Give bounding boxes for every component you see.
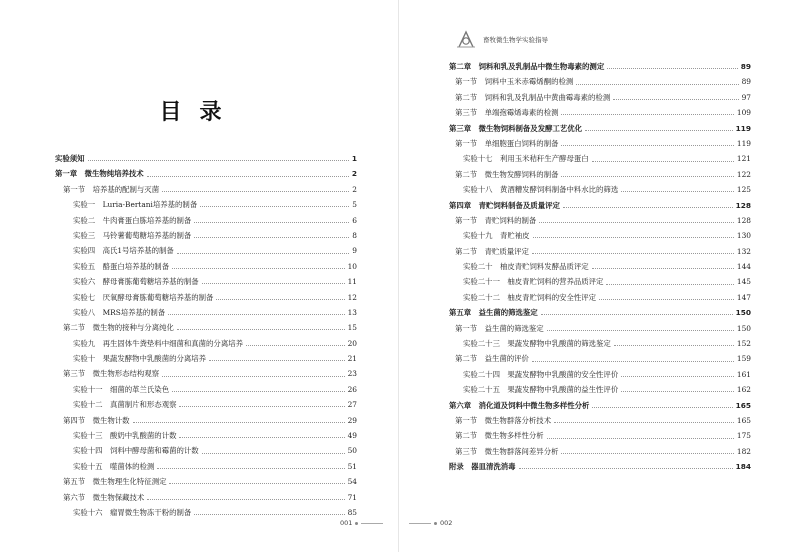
- toc-leader-dots: [613, 99, 738, 100]
- toc-leader-dots: [177, 253, 350, 254]
- toc-leader-dots: [194, 514, 344, 515]
- folio-rule: [361, 523, 383, 524]
- toc-leader-dots: [561, 145, 733, 146]
- toc-entry-label: 第二节 青贮质量评定: [455, 246, 529, 256]
- toc-entry-label: 附录 器皿清洗消毒: [449, 462, 516, 472]
- toc-entry-page: 2: [352, 184, 357, 194]
- toc-entry[interactable]: [55, 213, 357, 228]
- toc-leader-dots: [592, 268, 734, 269]
- toc-entry-label: 实验五 酪蛋白培养基的制备: [73, 261, 170, 271]
- toc-entry[interactable]: [55, 305, 357, 320]
- toc-leader-dots: [532, 253, 734, 254]
- toc-entry[interactable]: [449, 459, 751, 474]
- toc-entry-label: 第三节 单端孢霉烯毒素的检测: [455, 108, 559, 118]
- toc-entry[interactable]: [449, 336, 751, 351]
- toc-leader-dots: [561, 176, 733, 177]
- toc-entry-page: 125: [736, 185, 751, 195]
- toc-entry[interactable]: [55, 182, 357, 197]
- toc-leader-dots: [599, 299, 734, 300]
- toc-entry-page: 49: [347, 431, 357, 441]
- toc-entry[interactable]: [449, 305, 751, 320]
- right-page: [399, 0, 798, 552]
- toc-entry-page: 128: [736, 215, 751, 225]
- folio-right: [409, 519, 452, 527]
- toc-leader-dots: [133, 422, 345, 423]
- toc-entry-page: 54: [347, 477, 357, 487]
- toc-entry-label: 第二节 益生菌的评价: [455, 354, 529, 364]
- toc-entry[interactable]: [449, 367, 751, 382]
- toc-entry[interactable]: [449, 244, 751, 259]
- toc-entry-page: 2: [351, 169, 357, 179]
- toc-entry-label: 第三节 微生物群落间差异分析: [455, 446, 559, 456]
- toc-entry[interactable]: [449, 151, 751, 166]
- toc-entry-page: 50: [347, 446, 357, 456]
- toc-entry[interactable]: [55, 413, 357, 428]
- toc-entry-label: 实验八 MRS培养基的制备: [73, 307, 166, 317]
- toc-leader-dots: [554, 422, 734, 423]
- toc-entry-page: 23: [347, 369, 357, 379]
- toc-entry[interactable]: [449, 398, 751, 413]
- toc-leader-dots: [179, 437, 344, 438]
- toc-entry-label: 实验四 高氏1号培养基的制备: [73, 246, 174, 256]
- toc-entry-label: 第一章 微生物纯培养技术: [55, 169, 144, 179]
- toc-leader-dots: [200, 206, 349, 207]
- toc-entry-page: 85: [347, 507, 357, 517]
- toc-entry-label: 第二节 微生物多样性分析: [455, 431, 544, 441]
- toc-entry[interactable]: [55, 505, 357, 520]
- toc-leader-dots: [169, 483, 344, 484]
- toc-entry[interactable]: [55, 197, 357, 212]
- toc-entry-page: 89: [740, 61, 751, 71]
- toc-entry-page: 1: [351, 153, 357, 163]
- toc-entry-page: 8: [352, 230, 357, 240]
- toc-entry-page: 128: [735, 200, 751, 210]
- toc-entry[interactable]: [55, 290, 357, 305]
- toc-entry[interactable]: [449, 228, 751, 243]
- toc-entry-page: 29: [347, 415, 357, 425]
- toc-entry[interactable]: [449, 321, 751, 336]
- toc-leader-dots: [585, 130, 733, 131]
- toc-entry-page: 27: [347, 400, 357, 410]
- toc-entry-label: 实验七 厌氧酵母膏胨葡萄糖培养基的制备: [73, 292, 214, 302]
- toc-entry[interactable]: [55, 228, 357, 243]
- toc-entry[interactable]: [55, 443, 357, 458]
- toc-leader-dots: [541, 314, 733, 315]
- toc-entry-page: 9: [352, 246, 357, 256]
- toc-entry-page: 152: [736, 339, 751, 349]
- toc-leader-dots: [606, 284, 733, 285]
- folio-number: 002: [440, 519, 453, 527]
- toc-leader-dots: [561, 114, 733, 115]
- folio-dot: [434, 522, 437, 525]
- toc-entry-page: 132: [736, 246, 751, 256]
- toc-entry-page: 89: [741, 77, 751, 87]
- toc-entry[interactable]: [449, 167, 751, 182]
- toc-entry-label: 第二节 微生物发酵饲料的制备: [455, 169, 559, 179]
- book-logo-icon: [455, 28, 477, 50]
- toc-entry-page: 165: [735, 400, 751, 410]
- toc-entry[interactable]: [55, 351, 357, 366]
- toc-entry-label: 实验十九 青贮袖皮: [463, 231, 530, 241]
- toc-entry-label: 第一节 青贮饲料的制备: [455, 215, 537, 225]
- toc-entry-page: 15: [347, 323, 357, 333]
- toc-entry[interactable]: [449, 413, 751, 428]
- toc-entry-label: 实验二十二 柚皮青贮饲料的安全性评定: [463, 292, 597, 302]
- toc-entry-label: 第五章 益生菌的筛选鉴定: [449, 308, 538, 318]
- toc-entry-label: 第一节 益生菌的筛选鉴定: [455, 323, 544, 333]
- toc-entry[interactable]: [55, 397, 357, 412]
- toc-entry[interactable]: [449, 444, 751, 459]
- toc-leader-dots: [177, 329, 345, 330]
- toc-leader-dots: [621, 376, 734, 377]
- toc-entry-page: 150: [735, 308, 751, 318]
- toc-entry-label: 实验三 马铃薯葡萄糖培养基的制备: [73, 230, 192, 240]
- toc-entry[interactable]: [55, 459, 357, 474]
- toc-leader-dots: [532, 361, 734, 362]
- toc-entry-page: 51: [347, 461, 357, 471]
- toc-list-left: [55, 151, 357, 520]
- toc-entry[interactable]: [449, 198, 751, 213]
- toc-entry-page: 147: [736, 292, 751, 302]
- toc-entry-label: 第一节 微生物群落分析技术: [455, 415, 552, 425]
- toc-entry[interactable]: [449, 121, 751, 136]
- toc-entry-label: 实验十六 瘤胃微生物冻干粉的制备: [73, 507, 192, 517]
- toc-leader-dots: [147, 499, 344, 500]
- toc-entry-label: 第二节 饲料和乳及乳制品中黄曲霉毒素的检测: [455, 92, 611, 102]
- toc-entry-label: 实验十一 细菌的革兰氏染色: [73, 384, 170, 394]
- toc-entry-label: 实验十四 饲料中酵母菌和霉菌的计数: [73, 446, 199, 456]
- toc-entry-label: 实验十二 真菌制片和形态观察: [73, 400, 177, 410]
- toc-entry[interactable]: [55, 336, 357, 351]
- toc-leader-dots: [172, 391, 345, 392]
- toc-leader-dots: [88, 160, 349, 161]
- toc-entry-label: 实验十五 噬菌体的检测: [73, 461, 155, 471]
- toc-leader-dots: [162, 376, 345, 377]
- toc-entry-label: 第四节 微生物计数: [63, 415, 130, 425]
- toc-entry-label: 实验九 再生固体牛粪垫料中细菌和真菌的分离培养: [73, 338, 243, 348]
- folio-left: [340, 519, 383, 527]
- toc-entry-page: 184: [735, 462, 751, 472]
- toc-entry-page: 144: [736, 262, 751, 272]
- toc-entry-page: 119: [735, 123, 751, 133]
- toc-leader-dots: [592, 407, 732, 408]
- toc-entry-label: 第二节 微生物的接种与分离纯化: [63, 323, 174, 333]
- toc-entry-label: 实验六 酵母膏胨葡萄糖培养基的制备: [73, 277, 199, 287]
- toc-leader-dots: [157, 468, 344, 469]
- folio-dot: [355, 522, 358, 525]
- toc-entry-label: 实验十 果蔬发酵物中乳酸菌的分离培养: [73, 354, 207, 364]
- toc-leader-dots: [168, 314, 344, 315]
- toc-leader-dots: [202, 453, 345, 454]
- toc-entry-page: 11: [347, 277, 357, 287]
- toc-leader-dots: [202, 283, 345, 284]
- toc-entry[interactable]: [449, 259, 751, 274]
- toc-leader-dots: [216, 299, 344, 300]
- toc-entry-page: 12: [347, 292, 357, 302]
- toc-entry[interactable]: [55, 428, 357, 443]
- toc-entry-label: 第一节 培养基的配制与灭菌: [63, 184, 160, 194]
- toc-entry-page: 150: [736, 323, 751, 333]
- toc-leader-dots: [194, 222, 349, 223]
- toc-list-right: [449, 59, 751, 475]
- toc-entry[interactable]: [55, 382, 357, 397]
- toc-leader-dots: [533, 237, 734, 238]
- toc-entry-page: 26: [347, 384, 357, 394]
- toc-leader-dots: [162, 191, 349, 192]
- toc-leader-dots: [172, 268, 345, 269]
- toc-leader-dots: [621, 391, 734, 392]
- toc-entry-page: 159: [736, 354, 751, 364]
- toc-entry-label: 实验一 Luria-Bertani培养基的制备: [73, 200, 198, 210]
- toc-leader-dots: [147, 176, 349, 177]
- toc-entry[interactable]: [449, 274, 751, 289]
- toc-entry[interactable]: [449, 213, 751, 228]
- toc-leader-dots: [621, 191, 734, 192]
- toc-leader-dots: [592, 161, 734, 162]
- toc-entry-page: 6: [352, 215, 357, 225]
- toc-entry-page: 5: [352, 200, 357, 210]
- toc-entry-label: 实验十三 酸奶中乳酸菌的计数: [73, 431, 177, 441]
- toc-leader-dots: [246, 345, 345, 346]
- toc-leader-dots: [561, 453, 733, 454]
- toc-entry-page: 71: [347, 492, 357, 502]
- toc-leader-dots: [547, 438, 734, 439]
- toc-entry-label: 实验二十 柚皮青贮饲料发酵品质评定: [463, 262, 589, 272]
- toc-entry-page: 121: [736, 154, 751, 164]
- toc-leader-dots: [194, 237, 349, 238]
- toc-leader-dots: [519, 468, 733, 469]
- running-header: [455, 28, 548, 50]
- toc-leader-dots: [563, 207, 733, 208]
- toc-entry-label: 第一节 饲料中玉米赤霉烯酮的检测: [455, 77, 574, 87]
- toc-entry-page: 165: [736, 415, 751, 425]
- toc-entry-label: 实验二十一 柚皮青贮饲料的营养品质评定: [463, 277, 604, 287]
- toc-entry[interactable]: [449, 90, 751, 105]
- toc-entry[interactable]: [55, 259, 357, 274]
- toc-entry-label: 第六章 消化道及饲料中微生物多样性分析: [449, 400, 590, 410]
- toc-leader-dots: [179, 406, 344, 407]
- toc-entry-page: 119: [736, 138, 751, 148]
- toc-entry[interactable]: [449, 74, 751, 89]
- toc-entry-page: 109: [736, 108, 751, 118]
- toc-entry-page: 21: [347, 354, 357, 364]
- toc-entry-label: 实验二十五 果蔬发酵物中乳酸菌的益生性评价: [463, 385, 619, 395]
- toc-entry-page: 161: [736, 369, 751, 379]
- toc-entry[interactable]: [449, 351, 751, 366]
- toc-entry[interactable]: [55, 243, 357, 258]
- toc-entry[interactable]: [55, 166, 357, 181]
- toc-entry[interactable]: [449, 136, 751, 151]
- running-header-title: 畜牧微生物学实验指导: [483, 35, 548, 44]
- toc-entry-page: 182: [736, 446, 751, 456]
- toc-leader-dots: [539, 222, 734, 223]
- toc-entry[interactable]: [449, 290, 751, 305]
- toc-leader-dots: [607, 68, 737, 69]
- toc-entry-label: 实验二 牛肉膏蛋白胨培养基的制备: [73, 215, 192, 225]
- toc-entry[interactable]: [449, 382, 751, 397]
- toc-leader-dots: [614, 345, 734, 346]
- toc-entry-page: 162: [736, 385, 751, 395]
- toc-entry-page: 10: [347, 261, 357, 271]
- toc-entry-page: 122: [736, 169, 751, 179]
- toc-leader-dots: [209, 360, 345, 361]
- toc-entry-label: 第五节 微生物理生化特征测定: [63, 477, 167, 487]
- toc-entry-label: 第四章 青贮饲料制备及质量评定: [449, 200, 560, 210]
- toc-entry-page: 20: [347, 338, 357, 348]
- toc-title: 目录: [159, 100, 240, 125]
- toc-entry-label: 第六节 微生物保藏技术: [63, 492, 145, 502]
- toc-entry[interactable]: [55, 490, 357, 505]
- toc-entry[interactable]: [449, 428, 751, 443]
- toc-entry[interactable]: [55, 320, 357, 335]
- toc-entry[interactable]: [55, 274, 357, 289]
- toc-entry[interactable]: [449, 59, 751, 74]
- toc-entry-label: 实验十七 利用玉米秸秆生产酵母蛋白: [463, 154, 589, 164]
- toc-entry[interactable]: [55, 474, 357, 489]
- toc-entry-label: 第二章 饲料和乳及乳制品中微生物毒素的测定: [449, 61, 605, 71]
- toc-entry-label: 实验二十四 果蔬发酵物中乳酸菌的安全性评价: [463, 369, 619, 379]
- toc-leader-dots: [547, 330, 734, 331]
- folio-number: 001: [340, 519, 353, 527]
- toc-entry[interactable]: [55, 151, 357, 166]
- folio-rule: [409, 523, 431, 524]
- toc-entry-label: 实验十八 黄酒糟发酵饲料制备中料水比的筛选: [463, 185, 619, 195]
- toc-entry-label: 第三节 微生物形态结构观察: [63, 369, 160, 379]
- toc-entry-page: 145: [736, 277, 751, 287]
- toc-entry[interactable]: [449, 182, 751, 197]
- toc-leader-dots: [576, 84, 738, 85]
- toc-entry[interactable]: [449, 105, 751, 120]
- toc-entry-page: 175: [736, 431, 751, 441]
- toc-entry-label: 第一节 单细胞蛋白饲料的制备: [455, 138, 559, 148]
- toc-entry[interactable]: [55, 366, 357, 381]
- toc-entry-label: 实验须知: [55, 153, 85, 163]
- toc-entry-page: 13: [347, 307, 357, 317]
- toc-entry-label: 第三章 微生物饲料制备及发酵工艺优化: [449, 123, 583, 133]
- toc-entry-page: 130: [736, 231, 751, 241]
- toc-entry-label: 实验二十三 果蔬发酵物中乳酸菌的筛选鉴定: [463, 339, 611, 349]
- toc-entry-page: 97: [741, 92, 751, 102]
